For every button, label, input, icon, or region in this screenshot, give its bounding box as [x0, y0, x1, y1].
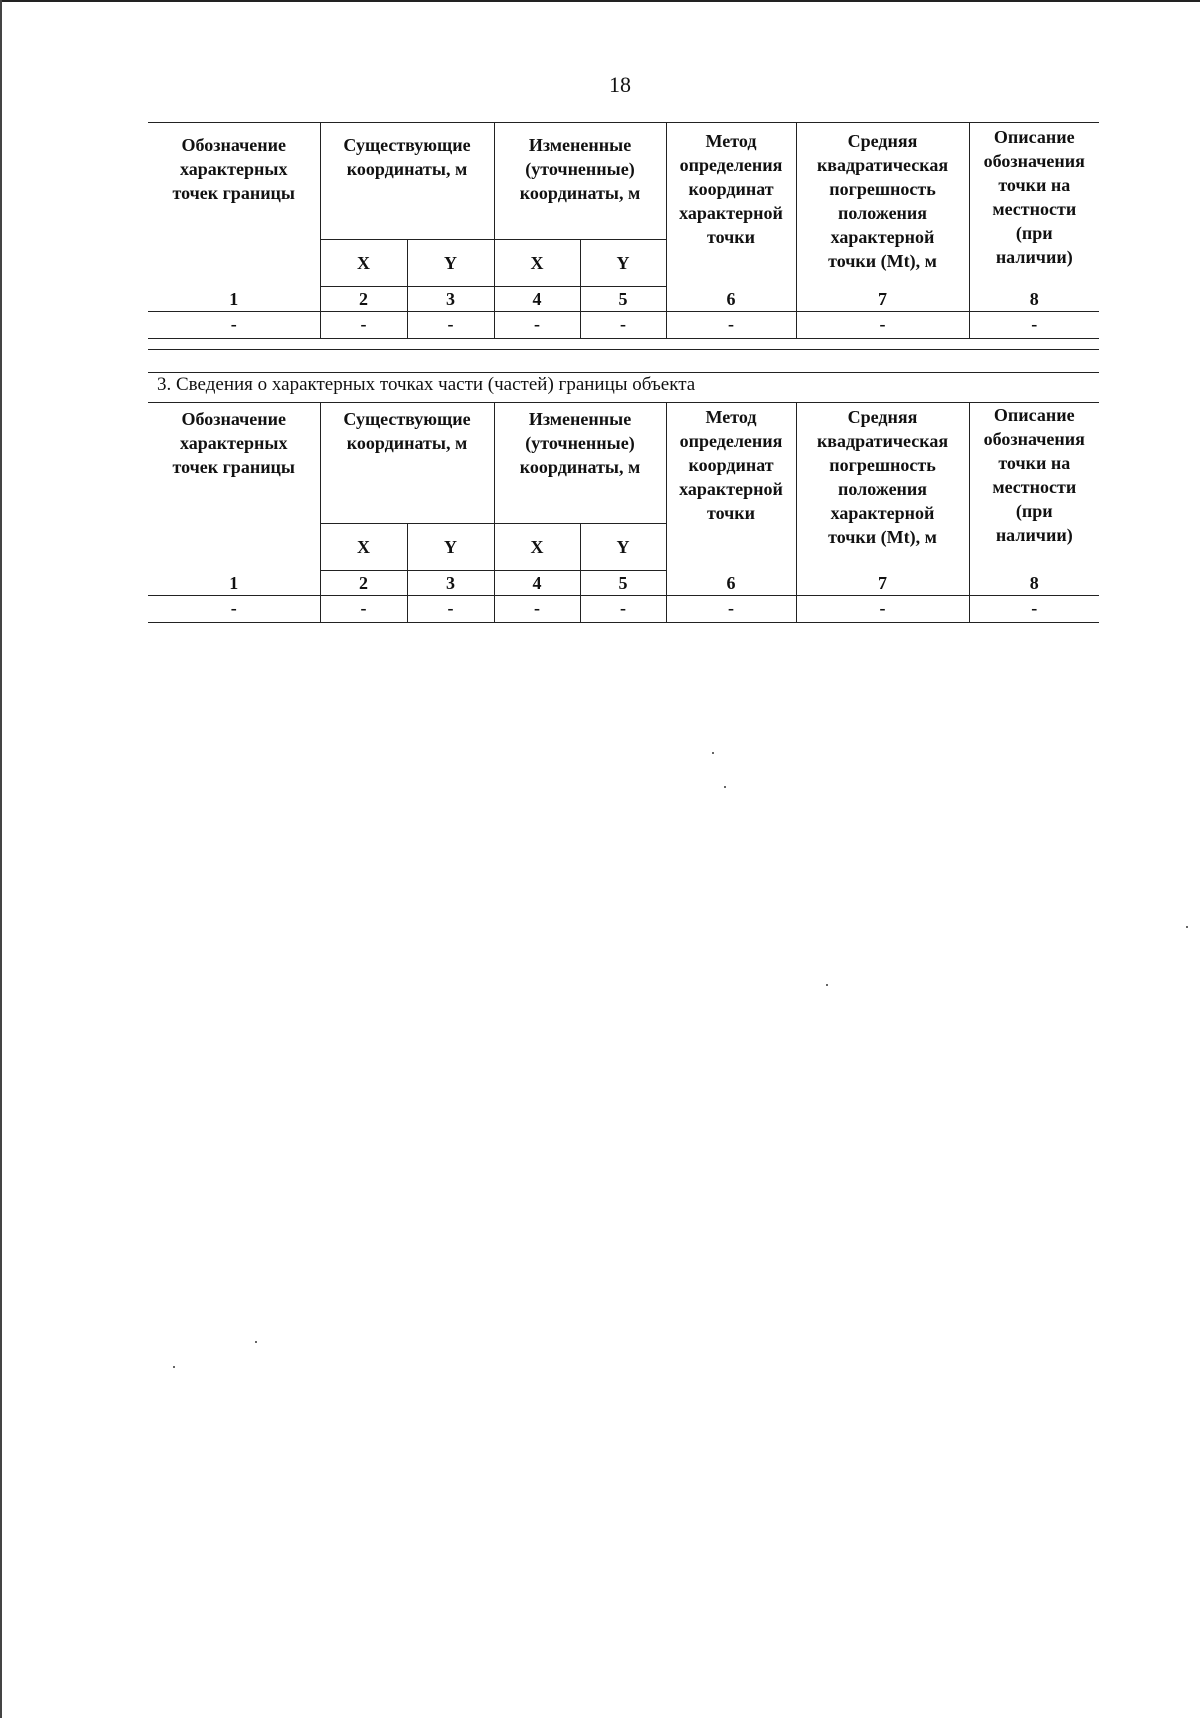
header-determination-method: Метод определения координат характерной точки — [666, 403, 796, 571]
header-existing-coordinates: Существующие координаты, м — [320, 123, 494, 240]
table-cell: - — [666, 312, 796, 339]
column-number-row — [148, 571, 1099, 596]
table-cell: - — [148, 596, 320, 623]
top-scan-edge — [0, 0, 1200, 2]
header-point-designation: Обозначение характерных точек границы — [148, 123, 320, 287]
column-number: 8 — [969, 571, 1099, 596]
column-number: 6 — [666, 287, 796, 312]
table-cell: - — [320, 596, 407, 623]
table-cell: - — [580, 312, 666, 339]
header-description: Описание обозначения точки на местности (при наличии) — [969, 123, 1099, 287]
header-changed-x: X — [494, 524, 580, 571]
column-number: 5 — [580, 571, 666, 596]
left-scan-edge — [0, 0, 2, 1718]
table-cell: - — [969, 312, 1099, 339]
header-changed-y: Y — [580, 240, 666, 287]
table-cell: - — [796, 596, 969, 623]
scan-speck — [1186, 926, 1188, 928]
header-changed-coordinates: Измененные (уточненные) координаты, м — [494, 123, 666, 240]
boundary-points-table-1 — [148, 122, 1099, 339]
header-point-designation: Обозначение характерных точек границы — [148, 403, 320, 571]
header-existing-x: X — [320, 240, 407, 287]
table-row — [148, 312, 1099, 339]
header-mean-square-error: Средняя квадратическая погрешность положения характерной точки (Mt), м — [796, 403, 969, 571]
header-description: Описание обозначения точки на местности (при наличии) — [969, 403, 1099, 571]
table-cell: - — [494, 596, 580, 623]
column-number: 2 — [320, 287, 407, 312]
scan-speck — [255, 1341, 257, 1343]
header-determination-method: Метод определения координат характерной точки — [666, 123, 796, 287]
table-cell: - — [796, 312, 969, 339]
table-cell: - — [407, 596, 494, 623]
table-cell: - — [666, 596, 796, 623]
column-number: 7 — [796, 571, 969, 596]
scan-speck — [173, 1366, 175, 1368]
header-mean-square-error: Средняя квадратическая погрешность положения характерной точки (Mt), м — [796, 123, 969, 287]
header-changed-y: Y — [580, 524, 666, 571]
scan-speck — [826, 984, 828, 986]
page-number: 18 — [609, 72, 631, 97]
column-number: 4 — [494, 571, 580, 596]
section-separator — [148, 349, 1099, 373]
column-number-row — [148, 287, 1099, 312]
column-number: 6 — [666, 571, 796, 596]
header-existing-coordinates: Существующие координаты, м — [320, 403, 494, 524]
column-number: 7 — [796, 287, 969, 312]
column-number: 3 — [407, 287, 494, 312]
scan-speck — [712, 752, 714, 754]
header-existing-y: Y — [407, 524, 494, 571]
table-cell: - — [148, 312, 320, 339]
column-number: 8 — [969, 287, 1099, 312]
header-changed-x: X — [494, 240, 580, 287]
table-cell: - — [969, 596, 1099, 623]
section-3-title: 3. Сведения о характерных точках части (частей) границы объекта — [157, 374, 696, 395]
column-number: 1 — [148, 571, 320, 596]
header-existing-x: X — [320, 524, 407, 571]
scan-speck — [724, 786, 726, 788]
column-number: 4 — [494, 287, 580, 312]
header-existing-y: Y — [407, 240, 494, 287]
boundary-points-table-2 — [148, 402, 1099, 623]
column-number: 3 — [407, 571, 494, 596]
table-cell: - — [580, 596, 666, 623]
column-number: 5 — [580, 287, 666, 312]
column-number: 1 — [148, 287, 320, 312]
table-cell: - — [494, 312, 580, 339]
header-changed-coordinates: Измененные (уточненные) координаты, м — [494, 403, 666, 524]
column-number: 2 — [320, 571, 407, 596]
table-cell: - — [407, 312, 494, 339]
table-row — [148, 596, 1099, 623]
table-cell: - — [320, 312, 407, 339]
